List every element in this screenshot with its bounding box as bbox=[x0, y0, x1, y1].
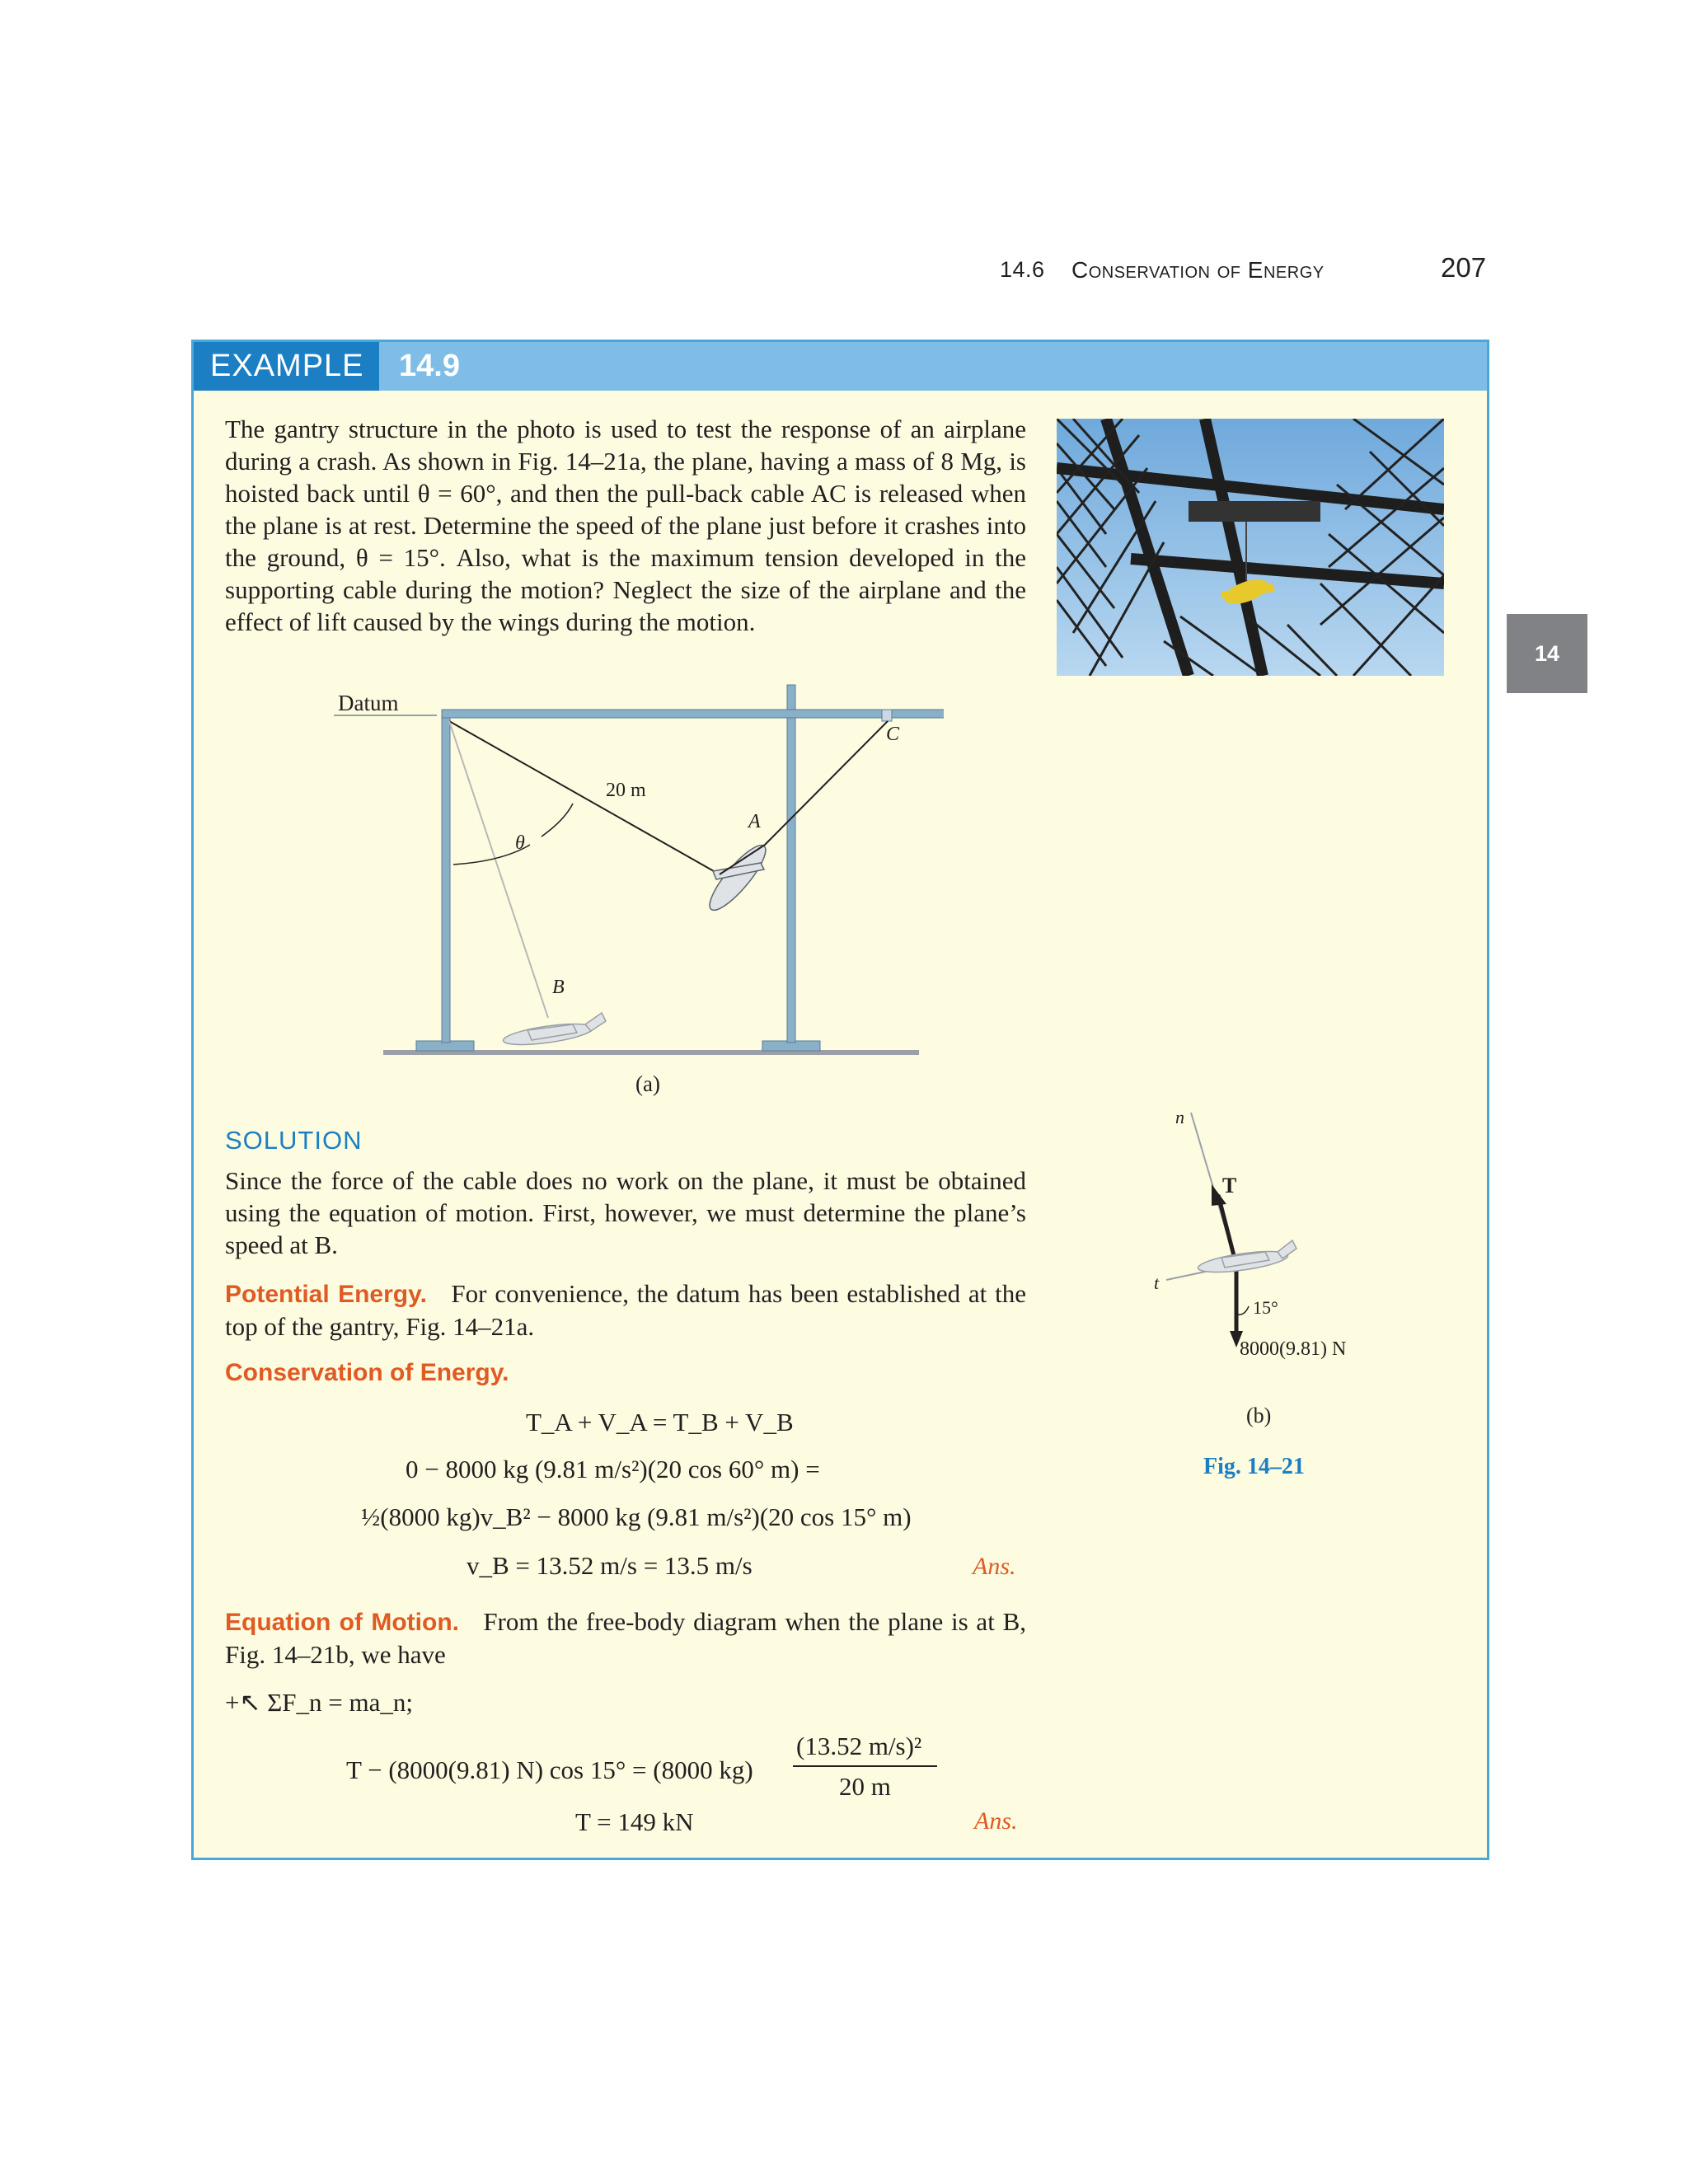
fraction-bar bbox=[793, 1765, 937, 1767]
problem-statement: The gantry structure in the photo is used to test the response of an airplane during a crash. As shown in Fig. 14–21a, the plane, having a mass of 8 Mg, is hoisted back until θ = 60°, and then the pull-back cable AC is released when the plane is at rest. Determine the speed of the plane just before it crashes into the ground, θ = 15°. Also, what is the maximum tension developed in the supporting cable during the motion? Neglect the size of the airplane and the effect of lift caused by the wings during the motion. bbox=[225, 415, 1026, 636]
figure-a-caption: (a) bbox=[635, 1071, 660, 1096]
gantry-photo bbox=[1057, 419, 1444, 676]
point-a-label: A bbox=[748, 811, 761, 832]
point-c-label: C bbox=[886, 724, 900, 745]
example-banner bbox=[194, 342, 1487, 391]
answer-label-2: Ans. bbox=[974, 1807, 1018, 1835]
section-number: 14.6 bbox=[1000, 257, 1045, 282]
datum-label: Datum bbox=[338, 691, 399, 715]
chapter-tab[interactable]: 14 bbox=[1507, 614, 1587, 693]
example-label: EXAMPLE bbox=[194, 342, 379, 391]
conservation-heading: Conservation of Energy. bbox=[225, 1359, 509, 1386]
equation-1: T_A + V_A = T_B + V_B bbox=[526, 1408, 794, 1436]
equation-5-denominator: 20 m bbox=[839, 1772, 891, 1801]
potential-energy-heading: Potential Energy. bbox=[225, 1281, 427, 1308]
equation-of-motion-paragraph bbox=[225, 1605, 1026, 1671]
potential-energy-paragraph bbox=[225, 1277, 1026, 1343]
solution-text: Since the force of the cable does no work on the plane, it must be obtained using the equation of motion. First, however, we must determine the plane’s speed at B. bbox=[225, 1166, 1026, 1259]
equation-3: ½(8000 kg)v_B² − 8000 kg (9.81 m/s²)(20 cos 15° m) bbox=[361, 1502, 912, 1531]
t-axis-label: t bbox=[1154, 1272, 1160, 1293]
figure-b-caption: (b) bbox=[1246, 1404, 1272, 1427]
potential-energy-text: For convenience, the datum has been established at the top of the gantry, Fig. 14–21a. bbox=[225, 1279, 1026, 1341]
section-title: Conservation of Energy bbox=[1071, 257, 1325, 283]
figure-a-diagram bbox=[326, 680, 944, 1100]
figure-b-fbd bbox=[1146, 1100, 1376, 1430]
equation-5-left: T − (8000(9.81) N) cos 15° = (8000 kg) bbox=[346, 1755, 753, 1784]
figure-label[interactable]: Fig. 14–21 bbox=[1203, 1454, 1305, 1479]
equation-6: T = 149 kN bbox=[575, 1807, 694, 1836]
equation-2: 0 − 8000 kg (9.81 m/s²)(20 cos 60° m) = bbox=[406, 1455, 820, 1483]
length-label: 20 m bbox=[606, 780, 646, 801]
theta-label: θ bbox=[515, 832, 525, 854]
equation-4: v_B = 13.52 m/s = 13.5 m/s bbox=[467, 1551, 753, 1580]
n-axis-label: n bbox=[1175, 1107, 1184, 1127]
sum-forces-equation: +↖ ΣF_n = ma_n; bbox=[225, 1688, 413, 1717]
answer-label-1: Ans. bbox=[973, 1553, 1016, 1580]
eom-heading: Equation of Motion. bbox=[225, 1609, 459, 1636]
weight-label: 8000(9.81) N bbox=[1240, 1338, 1347, 1360]
angle-label: 15° bbox=[1253, 1297, 1278, 1318]
tension-label: T bbox=[1222, 1174, 1237, 1197]
equation-5-numerator: (13.52 m/s)² bbox=[796, 1732, 922, 1760]
eom-text: From the free-body diagram when the plane is at B, Fig. 14–21b, we have bbox=[225, 1607, 1027, 1669]
point-b-label: B bbox=[552, 977, 565, 998]
page-number: 207 bbox=[1441, 252, 1487, 283]
example-number: 14.9 bbox=[399, 349, 460, 383]
solution-heading: SOLUTION bbox=[225, 1126, 363, 1155]
